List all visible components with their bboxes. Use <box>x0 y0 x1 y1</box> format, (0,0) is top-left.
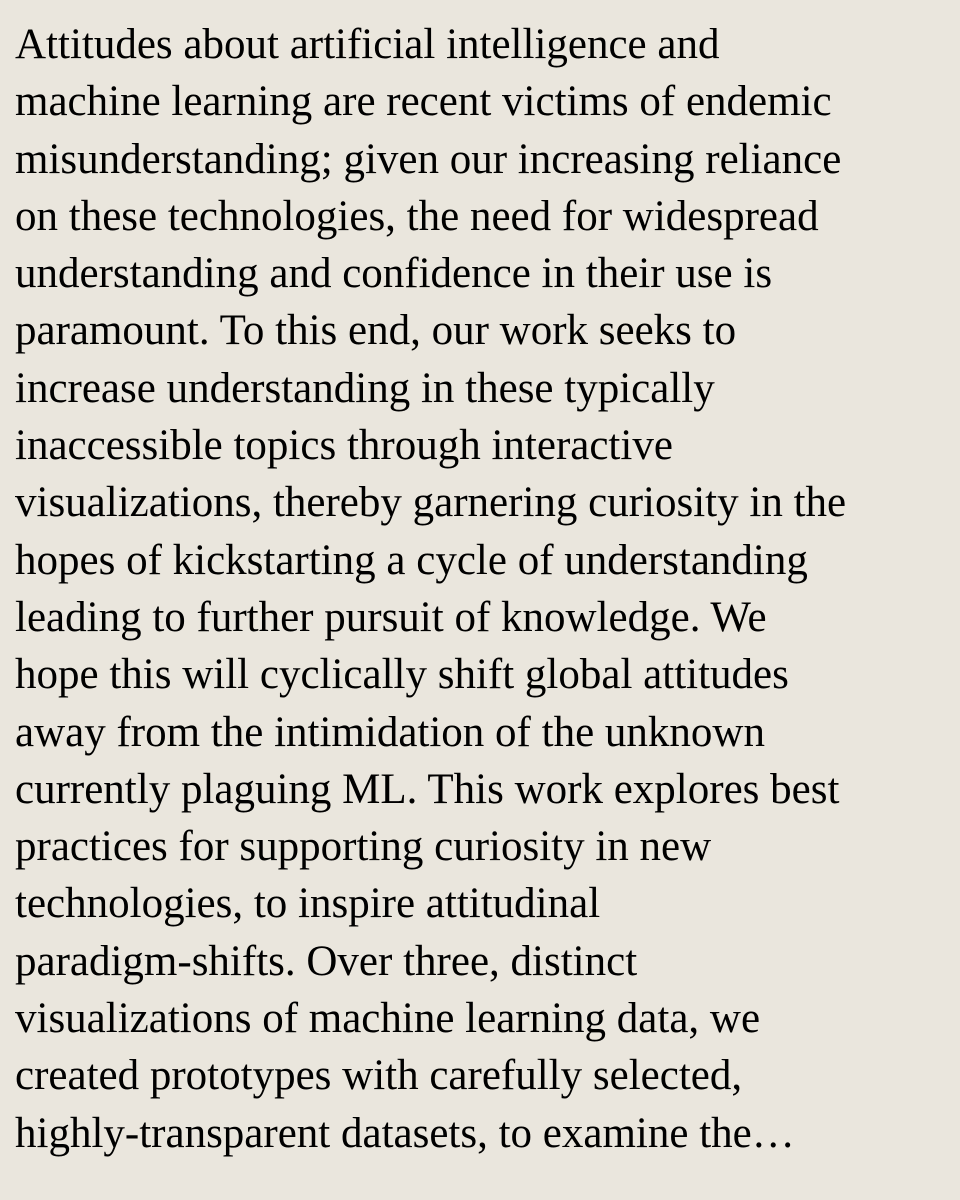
text-line-11: leading to further pursuit of knowledge. We <box>15 593 767 641</box>
text-line-20: highly-transparent datasets, to examine the… <box>15 1109 795 1157</box>
text-line-14: currently plaguing ML. This work explores best <box>15 765 840 813</box>
text-line-19: created prototypes with carefully selected, <box>15 1052 743 1100</box>
text-line-13: away from the intimidation of the unknown <box>15 708 765 756</box>
text-line-9: visualizations, thereby garnering curiosity in the <box>15 479 847 527</box>
text-line-4: on these technologies, the need for widespread <box>15 192 819 240</box>
text-line-1: Attitudes about artificial intelligence and <box>15 21 720 68</box>
text-line-8: inaccessible topics through interactive <box>15 422 673 470</box>
text-line-15: practices for supporting curiosity in new <box>15 823 712 871</box>
text-line-16: technologies, to inspire attitudinal <box>15 880 601 928</box>
text-line-12: hope this will cyclically shift global attitudes <box>15 651 789 699</box>
text-line-6: paramount. To this end, our work seeks to <box>15 307 737 355</box>
text-line-10: hopes of kickstarting a cycle of understanding <box>15 536 808 584</box>
text-line-7: increase understanding in these typically <box>15 364 715 412</box>
abstract-paragraph <box>15 16 950 1162</box>
text-line-18: visualizations of machine learning data, we <box>15 995 761 1043</box>
text-line-5: understanding and confidence in their use is <box>15 250 773 298</box>
text-line-17: paradigm-shifts. Over three, distinct <box>15 937 638 985</box>
text-line-3: misunderstanding; given our increasing reliance <box>15 135 842 183</box>
text-line-2: machine learning are recent victims of endemic <box>15 78 832 126</box>
